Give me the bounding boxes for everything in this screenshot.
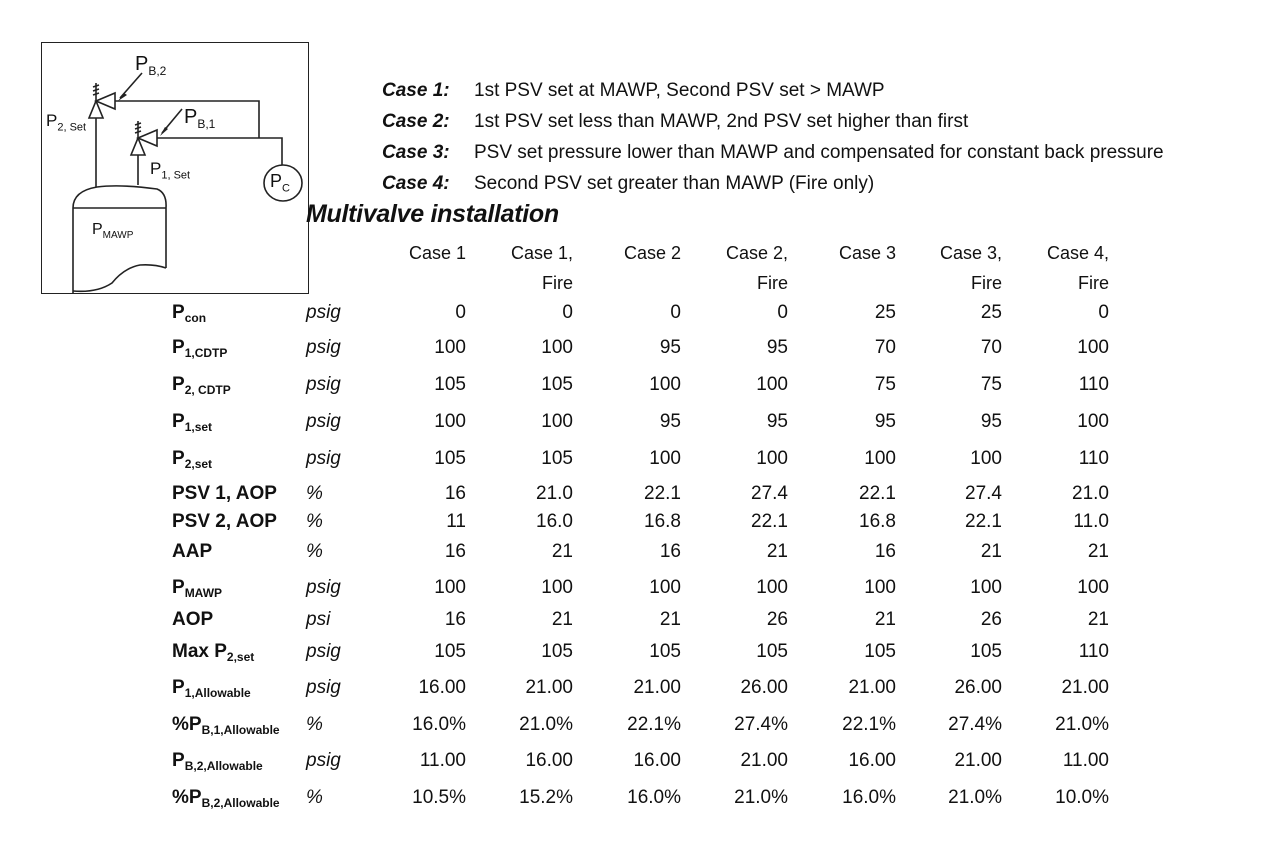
row-label-subscript: 2, CDTP (184, 383, 231, 397)
table-cell: 16 (874, 541, 896, 562)
table-cell: 100 (541, 411, 573, 432)
table-cell: 100 (864, 448, 896, 469)
table-cell: 0 (1098, 302, 1109, 323)
table-row (0, 714, 1280, 750)
table-row (0, 302, 1280, 338)
table-cell: 100 (1077, 411, 1109, 432)
column-header-line1: Case 2, (725, 243, 788, 263)
row-unit: psig (306, 448, 341, 469)
table-cell: 100 (756, 374, 788, 395)
table-cell: 105 (434, 641, 466, 662)
column-header (571, 238, 681, 268)
table-cell: 21.00 (954, 750, 1002, 771)
column-header (786, 238, 896, 268)
row-unit: psig (306, 577, 341, 598)
table-cell: 21.0 (536, 483, 573, 504)
row-label-main: %P (172, 714, 202, 735)
row-unit: psig (306, 374, 341, 395)
table-cell: 95 (766, 337, 788, 358)
table-cell: 22.1% (842, 714, 896, 735)
row-label-main: P (172, 337, 185, 358)
table-cell: 10.0% (1055, 787, 1109, 808)
table-cell: 100 (756, 448, 788, 469)
table-cell: 21 (980, 541, 1002, 562)
table-cell: 21.00 (1061, 677, 1109, 698)
table-cell: 21 (874, 609, 896, 630)
table-cell: 25 (874, 302, 896, 323)
table-cell: 105 (756, 641, 788, 662)
row-label (172, 677, 251, 700)
table-cell: 95 (659, 337, 681, 358)
row-label-subscript: MAWP (184, 586, 223, 600)
table-cell: 16.00 (418, 677, 466, 698)
table-cell: 10.5% (412, 787, 466, 808)
table-cell: 21 (1087, 609, 1109, 630)
row-unit: psig (306, 337, 341, 358)
table-cell: 105 (649, 641, 681, 662)
row-label (172, 609, 213, 632)
table-row (0, 337, 1280, 373)
table-row (0, 577, 1280, 613)
table-row (0, 750, 1280, 786)
table-row (0, 374, 1280, 410)
table-cell: 26 (980, 609, 1002, 630)
table-cell: 22.1 (859, 483, 896, 504)
row-unit: psig (306, 750, 341, 771)
table-cell: 0 (455, 302, 466, 323)
row-unit: psi (306, 609, 331, 630)
table-cell: 21.0% (1055, 714, 1109, 735)
table-row (0, 411, 1280, 447)
row-unit: psig (306, 411, 341, 432)
table-cell: 95 (659, 411, 681, 432)
case-desc: Second PSV set greater than MAWP (Fire only) (474, 173, 875, 194)
table-cell: 100 (970, 448, 1002, 469)
row-unit: % (306, 483, 323, 504)
column-header-line1: Case 1, (510, 243, 573, 263)
row-label-main: AOP (172, 609, 214, 630)
column-header (999, 238, 1109, 298)
row-label-subscript: 2,set (184, 457, 213, 471)
pc-label: $P_C$ (270, 171, 290, 195)
table-cell: 25 (980, 302, 1002, 323)
table-cell: 11.00 (419, 750, 466, 771)
row-unit: psig (306, 677, 341, 698)
table-cell: 22.1 (751, 511, 788, 532)
table-cell: 105 (970, 641, 1002, 662)
table-cell: 22.1 (965, 511, 1002, 532)
table-cell: 110 (1078, 641, 1109, 662)
table-cell: 70 (980, 337, 1002, 358)
case-desc: PSV set pressure lower than MAWP and compensated for constant back pressure (474, 142, 1164, 163)
row-label (172, 541, 212, 564)
case-label: Case 1: (382, 80, 450, 101)
row-label (172, 337, 227, 360)
table-cell: 100 (434, 411, 466, 432)
row-label (172, 787, 280, 810)
table-cell: 110 (1078, 374, 1109, 395)
row-unit: psig (306, 302, 341, 323)
case-label: Case 2: (382, 111, 450, 132)
table-cell: 21 (659, 609, 681, 630)
table-cell: 16.0% (627, 787, 681, 808)
row-label (172, 750, 263, 773)
table-cell: 105 (541, 641, 573, 662)
table-cell: 100 (434, 337, 466, 358)
table-cell: 27.4% (734, 714, 788, 735)
row-label (172, 577, 222, 600)
column-header (892, 238, 1002, 298)
row-label-main: P (172, 374, 185, 395)
column-header (463, 238, 573, 298)
table-cell: 70 (874, 337, 896, 358)
row-label-main: P (172, 411, 185, 432)
row-label-subscript: 1,CDTP (184, 346, 228, 360)
row-label-subscript: con (184, 311, 207, 325)
column-header-line1: Case 3, (939, 243, 1002, 263)
case-label: Case 4: (382, 173, 450, 194)
row-unit: % (306, 541, 323, 562)
row-label-main: PSV 1, AOP (172, 483, 277, 504)
table-cell: 16.00 (848, 750, 896, 771)
table-cell: 21 (551, 609, 573, 630)
table-cell: 21.00 (848, 677, 896, 698)
row-label (172, 411, 212, 434)
row-unit: % (306, 714, 323, 735)
column-header-line1: Case 2 (623, 243, 681, 263)
table-cell: 21.0 (1072, 483, 1109, 504)
p1set-label: $P_{1, Set}$ (150, 159, 191, 182)
pb1-label: $P_{B,1}$ (184, 106, 216, 131)
row-label (172, 511, 277, 534)
table-cell: 21.0% (519, 714, 573, 735)
case-desc: 1st PSV set at MAWP, Second PSV set > MAWP (474, 80, 885, 101)
column-header-line2: Fire (971, 273, 1002, 293)
table-cell: 16.0 (536, 511, 573, 532)
table-cell: 21.0% (734, 787, 788, 808)
case-2-line (382, 109, 1164, 140)
column-header (356, 238, 466, 268)
case-4-line (382, 171, 1164, 202)
table-cell: 0 (670, 302, 681, 323)
case-desc: 1st PSV set less than MAWP, 2nd PSV set higher than first (474, 111, 969, 132)
row-label-subscript: 1,set (184, 420, 213, 434)
table-cell: 11 (446, 511, 466, 532)
case-descriptions (382, 78, 1164, 202)
table-cell: 16.8 (644, 511, 681, 532)
table-cell: 105 (541, 448, 573, 469)
table-row (0, 448, 1280, 484)
table-row (0, 787, 1280, 823)
pmawp-label: $P_{MAWP}$ (92, 221, 134, 242)
row-label (172, 483, 277, 506)
table-cell: 16 (659, 541, 681, 562)
table-cell: 105 (434, 448, 466, 469)
table-cell: 75 (874, 374, 896, 395)
table-cell: 21.0% (948, 787, 1002, 808)
table-cell: 21.00 (633, 677, 681, 698)
table-cell: 11.00 (1062, 750, 1109, 771)
case-1-line (382, 78, 1164, 109)
table-cell: 95 (980, 411, 1002, 432)
case-label: Case 3: (382, 142, 450, 163)
table-cell: 100 (541, 577, 573, 598)
table-cell: 21.00 (740, 750, 788, 771)
table-cell: 105 (864, 641, 896, 662)
table-cell: 15.2% (519, 787, 573, 808)
table-cell: 27.4 (751, 483, 788, 504)
table-cell: 95 (766, 411, 788, 432)
row-label-main: P (172, 448, 185, 469)
table-cell: 27.4 (965, 483, 1002, 504)
table-cell: 95 (874, 411, 896, 432)
table-cell: 100 (970, 577, 1002, 598)
column-header-line2: Fire (757, 273, 788, 293)
row-unit: psig (306, 641, 341, 662)
table-cell: 16 (444, 541, 466, 562)
table-cell: 21 (551, 541, 573, 562)
row-label (172, 448, 212, 471)
table-cell: 16.00 (525, 750, 573, 771)
table-cell: 16.0% (412, 714, 466, 735)
table-cell: 100 (1077, 337, 1109, 358)
row-unit: % (306, 787, 323, 808)
table-cell: 26 (766, 609, 788, 630)
row-label-main: P (172, 677, 185, 698)
table-cell: 27.4% (948, 714, 1002, 735)
table-cell: 16.00 (633, 750, 681, 771)
table-cell: 21 (1087, 541, 1109, 562)
table-cell: 100 (1077, 577, 1109, 598)
row-label-main: P (172, 750, 185, 771)
row-label (172, 714, 280, 737)
row-label-subscript: 1,Allowable (184, 686, 251, 700)
table-row (0, 541, 1280, 577)
table-cell: 22.1% (627, 714, 681, 735)
table-cell: 100 (649, 448, 681, 469)
table-cell: 100 (864, 577, 896, 598)
column-header-line1: Case 1 (408, 243, 466, 263)
pb2-label: $P_{B,2}$ (135, 53, 167, 78)
section-title: Multivalve installation (306, 200, 559, 228)
row-label-main: P (172, 302, 185, 323)
row-label-main: AAP (172, 541, 213, 562)
table-cell: 26.00 (954, 677, 1002, 698)
table-cell: 21.00 (525, 677, 573, 698)
row-label-subscript: B,2,Allowable (201, 796, 280, 810)
row-label-main: Max P (172, 641, 227, 662)
table-cell: 22.1 (644, 483, 681, 504)
column-header-line1: Case 4, (1046, 243, 1109, 263)
column-header-line2: Fire (542, 273, 573, 293)
row-label-main: PSV 2, AOP (172, 511, 277, 532)
table-cell: 100 (649, 577, 681, 598)
multivalve-diagram (41, 42, 309, 294)
row-label-main: P (172, 577, 185, 598)
table-cell: 100 (541, 337, 573, 358)
column-header-line2: Fire (1078, 273, 1109, 293)
table-cell: 105 (541, 374, 573, 395)
row-label-subscript: B,1,Allowable (201, 723, 280, 737)
table-cell: 100 (649, 374, 681, 395)
table-cell: 16.0% (842, 787, 896, 808)
p2set-label: $P_{2, Set}$ (46, 111, 87, 134)
row-label-subscript: B,2,Allowable (184, 759, 263, 773)
row-label (172, 302, 206, 325)
table-cell: 105 (434, 374, 466, 395)
column-header (678, 238, 788, 298)
table-cell: 100 (756, 577, 788, 598)
table-cell: 11.0 (1073, 511, 1109, 532)
row-label-main: %P (172, 787, 202, 808)
table-cell: 75 (980, 374, 1002, 395)
table-cell: 16 (444, 609, 466, 630)
table-row (0, 641, 1280, 677)
table-row (0, 609, 1280, 645)
column-header-line1: Case 3 (838, 243, 896, 263)
row-label (172, 374, 231, 397)
table-cell: 16.8 (859, 511, 896, 532)
table-cell: 21 (766, 541, 788, 562)
table-cell: 100 (434, 577, 466, 598)
table-row (0, 677, 1280, 713)
table-cell: 0 (562, 302, 573, 323)
table-cell: 26.00 (740, 677, 788, 698)
row-unit: % (306, 511, 323, 532)
row-label-subscript: 2,set (226, 650, 255, 664)
case-3-line (382, 140, 1164, 171)
table-cell: 0 (777, 302, 788, 323)
row-label (172, 641, 254, 664)
table-cell: 110 (1078, 448, 1109, 469)
table-cell: 16 (444, 483, 466, 504)
